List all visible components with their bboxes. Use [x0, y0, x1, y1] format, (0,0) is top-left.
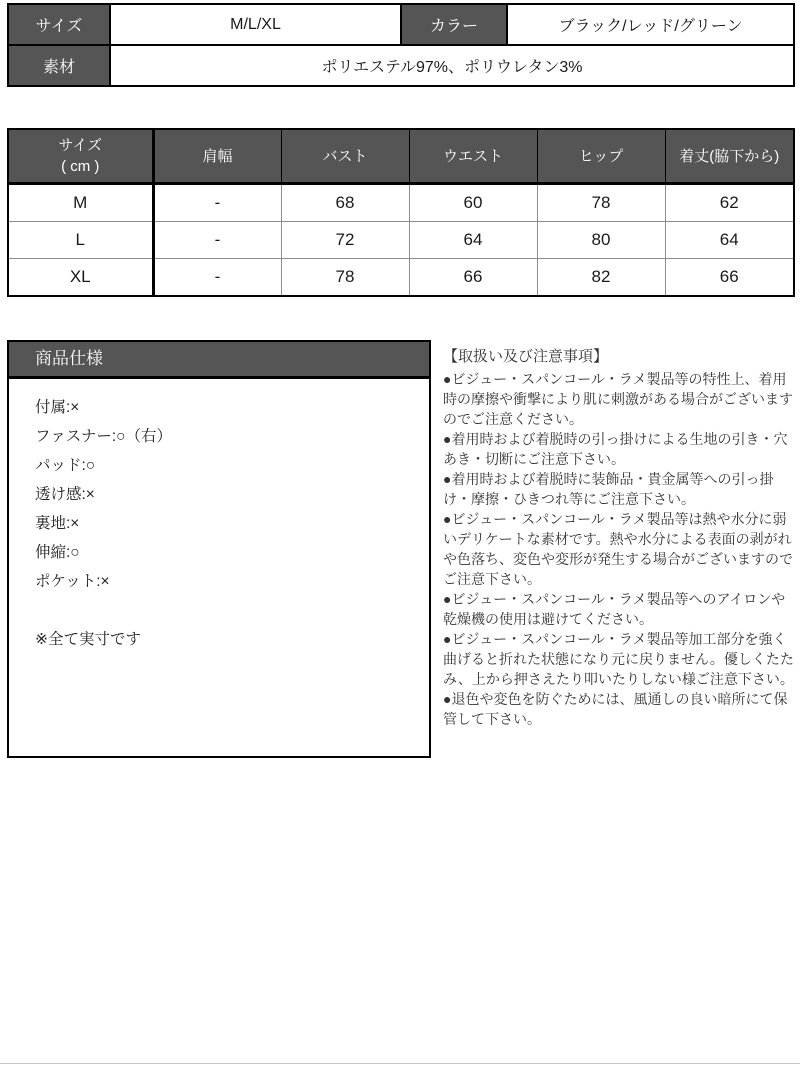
- size-chart-cell: -: [153, 259, 281, 297]
- size-chart-header-bust: バスト: [281, 129, 409, 184]
- spec-item-stretch: 伸縮:○: [35, 544, 80, 561]
- product-info-table: [7, 3, 795, 87]
- bottom-divider-line: [0, 1063, 800, 1064]
- size-chart-cell: 68: [281, 184, 409, 222]
- color-value: ブラック/レッド/グリーン: [507, 4, 794, 45]
- size-chart-row-xl: [8, 259, 794, 297]
- handling-notes-title: 【取扱い及び注意事項】: [443, 348, 609, 365]
- size-chart-cell: 80: [537, 222, 665, 259]
- size-chart-cell: 60: [409, 184, 537, 222]
- size-chart-cell: -: [153, 222, 281, 259]
- size-chart-cell: 64: [665, 222, 794, 259]
- size-chart-cell: 72: [281, 222, 409, 259]
- size-chart-cell: 66: [409, 259, 537, 297]
- size-chart-header-shoulder: 肩幅: [153, 129, 281, 184]
- spec-note-actual-size: ※全て実寸です: [35, 631, 141, 648]
- info-row-size-color: [8, 4, 794, 45]
- size-chart-cell: 82: [537, 259, 665, 297]
- size-chart-cell: 66: [665, 259, 794, 297]
- size-chart-cell: -: [153, 184, 281, 222]
- product-spec-box: [7, 340, 431, 758]
- handling-bullet: ●ビジュー・スパンコール・ラメ製品等加工部分を強く曲げると折れた状態になり元に戻りません。優しくたたみ、上から押さえたり叩いたりしない様ご注意下さい。: [443, 631, 794, 687]
- size-chart-cell: 64: [409, 222, 537, 259]
- size-label: サイズ: [8, 4, 110, 45]
- material-label: 素材: [8, 45, 110, 86]
- size-chart-header-hip: ヒップ: [537, 129, 665, 184]
- size-chart-cell: 78: [281, 259, 409, 297]
- handling-bullet: ●ビジュー・スパンコール・ラメ製品等は熱や水分に弱いデリケートな素材です。熱や水分による表面の剥がれや色落ち、変色や変形が発生する場合がございますのでご注意下さい。: [443, 511, 793, 587]
- handling-bullet: ●着用時および着脱時に装飾品・貴金属等への引っ掛け・摩擦・ひきつれ等にご注意下さい。: [443, 471, 774, 507]
- info-row-material: [8, 45, 794, 86]
- size-chart-header-length: 着丈(脇下から): [665, 129, 794, 184]
- handling-notes: [443, 347, 799, 729]
- product-spec-title: 商品仕様: [9, 342, 429, 379]
- size-chart-row-m: [8, 184, 794, 222]
- size-chart-header-size-cm: [8, 129, 153, 184]
- color-label: カラー: [401, 4, 507, 45]
- material-value: ポリエステル97%、ポリウレタン3%: [110, 45, 794, 86]
- size-chart-cell: XL: [8, 259, 153, 297]
- handling-bullet: ●ビジュー・スパンコール・ラメ製品等へのアイロンや乾燥機の使用は避けてください。: [443, 591, 786, 627]
- handling-bullet: ●ビジュー・スパンコール・ラメ製品等の特性上、着用時の摩擦や衝撃により肌に刺激がある場合がございますのでご注意ください。: [443, 371, 793, 427]
- handling-bullet: ●着用時および着脱時の引っ掛けによる生地の引き・穴あき・切断にご注意下さい。: [443, 431, 788, 467]
- spec-item-sheerness: 透け感:×: [35, 486, 95, 503]
- size-chart-header-size-line1: サイズ: [58, 137, 103, 154]
- spec-item-pocket: ポケット:×: [35, 573, 110, 590]
- spec-item-fastener: ファスナー:○（右）: [35, 428, 173, 445]
- size-chart-cell: 62: [665, 184, 794, 222]
- size-chart-cell: 78: [537, 184, 665, 222]
- size-chart-row-l: [8, 222, 794, 259]
- size-value: M/L/XL: [110, 4, 401, 45]
- size-chart-cell: M: [8, 184, 153, 222]
- size-chart-cell: L: [8, 222, 153, 259]
- handling-bullet: ●退色や変色を防ぐためには、風通しの良い暗所にて保管して下さい。: [443, 691, 788, 727]
- spec-item-accessory: 付属:×: [35, 399, 80, 416]
- size-chart-table: [7, 128, 795, 297]
- spec-item-pad: パッド:○: [35, 457, 96, 474]
- size-chart-header-waist: ウエスト: [409, 129, 537, 184]
- size-chart-header-size-line2: ( cm ): [61, 158, 100, 175]
- size-chart-header-row: [8, 129, 794, 184]
- product-spec-body: [9, 379, 429, 654]
- spec-item-lining: 裏地:×: [35, 515, 80, 532]
